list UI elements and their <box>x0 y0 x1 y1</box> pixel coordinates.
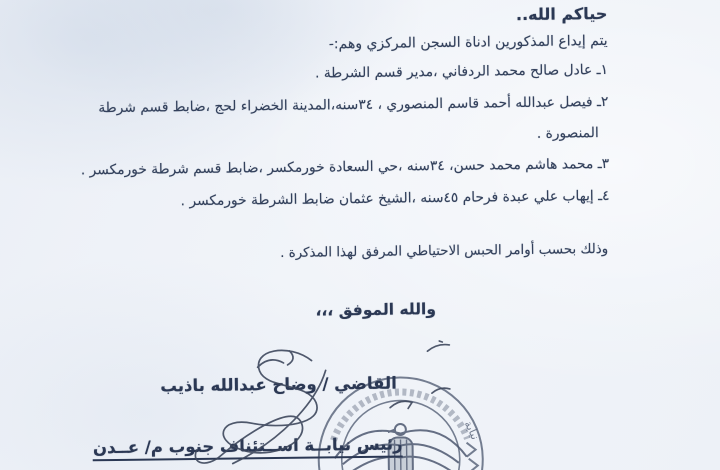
detainee-line-2: ٢ـ فيصل عبدالله أحمد قاسم المنصوري ، ٣٤سنه،المدينة الخضراء لحج ،ضابط قسم شرطة <box>98 93 609 117</box>
signature-flourish <box>257 351 293 367</box>
detainee-line-4: ٤ـ إيهاب علي عبدة فرحام ٤٥سنه ،الشيخ عثمان ضابط الشرطة خورمكسر . <box>180 187 610 210</box>
intro-line: يتم إيداع المذكورين ادناة السجن المركزي وهم:- <box>328 32 608 53</box>
signature-flourish <box>427 345 449 352</box>
signature-flourish <box>439 341 442 342</box>
detainee-line-2-continuation: المنصورة . <box>536 125 599 142</box>
closing-formula: والله الموفق ،،، <box>315 300 437 320</box>
signature-main-loops <box>194 350 318 463</box>
signatory-title-line: رئيس نيابــة اســتئناف جنوب م/ عــدن <box>93 434 403 461</box>
detainee-line-1: ١ـ عادل صالح محمد الردفاني ،مدير قسم الشرطة . <box>314 61 609 82</box>
judge-name-line: القاضي / وضاح عبدالله باذيب <box>160 373 397 396</box>
greeting-line: حياكم الله.. <box>515 3 608 25</box>
signature <box>139 329 481 470</box>
legal-basis-line: وذلك بحسب أوامر الحبس الاحتياطي المرفق لهذا المذكرة . <box>280 241 609 261</box>
stamp-side-text: نيابة <box>461 418 482 442</box>
signature-flourish <box>390 401 412 408</box>
signature-flourish <box>432 388 450 393</box>
detainee-line-3: ٣ـ محمد هاشم محمد حسن، ٣٤سنه ،حي السعادة خورمكسر ،ضابط قسم شرطة خورمكسر . <box>80 155 610 179</box>
